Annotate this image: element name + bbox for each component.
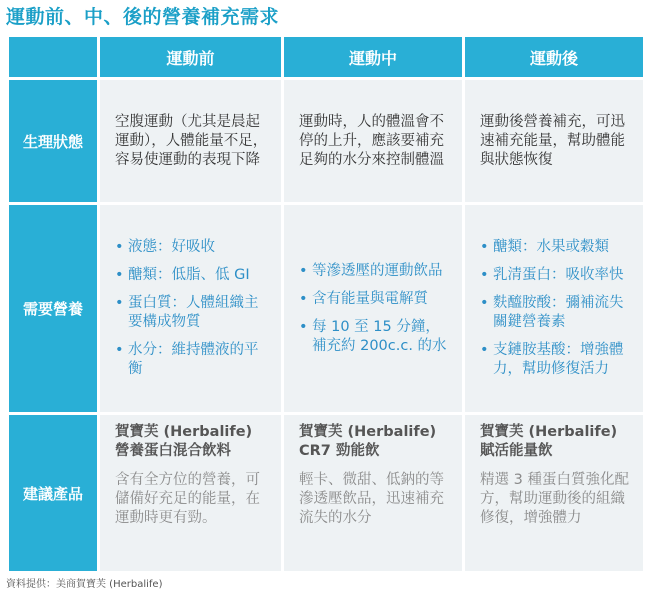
list-item-text: 乳清蛋白：吸收率快 (493, 267, 624, 283)
bullet-icon: • (115, 267, 124, 283)
nutrition-during-cell (284, 205, 462, 412)
list-item-text: 支鏈胺基酸：增強體力，幫助修復活力 (493, 342, 624, 377)
bullet-icon: • (480, 239, 489, 255)
nutrition-after-cell (465, 205, 643, 412)
list-item-text: 蛋白質：人體組織主要構成物質 (128, 295, 259, 330)
source-note: 資料提供：美商賀寶芙 (Herbalife) (6, 579, 163, 590)
bullet-icon: • (480, 267, 489, 283)
product-name: 賀寶芙 (Herbalife) 營養蛋白混合飲料 (115, 424, 253, 459)
list-item (480, 238, 631, 257)
list-item-text: 含有能量與電解質 (312, 290, 428, 307)
bullet-icon: • (115, 342, 124, 358)
nutrition-before-cell (100, 205, 281, 412)
physiology-after-cell: 運動後營養補充，可迅速補充能量，幫助體能與狀態恢復 (465, 80, 643, 202)
list-item (299, 318, 450, 356)
nutrition-after-list (480, 238, 631, 379)
product-description: 精選 3 種蛋白質強化配方，幫助運動後的組織修復，增強體力 (480, 472, 629, 526)
bullet-icon: • (299, 262, 308, 279)
page-title: 運動前、中、後的營養補充需求 (6, 6, 280, 28)
bullet-icon: • (480, 295, 489, 311)
list-item-text: 麩醯胺酸：彌補流失關鍵營養素 (493, 295, 624, 330)
table-corner (9, 37, 97, 77)
product-before-cell (100, 415, 281, 571)
list-item-text: 醣類：水果或穀類 (493, 239, 609, 255)
list-item-text: 液態：好吸收 (128, 239, 215, 255)
list-item (480, 341, 631, 379)
bullet-icon: • (299, 318, 308, 335)
list-item (115, 294, 269, 332)
product-during-cell (284, 415, 462, 571)
column-header-during: 運動中 (284, 37, 462, 77)
list-item-text: 每 10 至 15 分鐘，補充約 200c.c. 的水 (312, 318, 447, 354)
list-item-text: 水分：維持體液的平衡 (128, 342, 259, 377)
product-after-cell (465, 415, 643, 571)
list-item (115, 341, 269, 379)
list-item (299, 290, 450, 309)
column-header-before: 運動前 (100, 37, 281, 77)
list-item-text: 醣類：低脂、低 GI (128, 267, 250, 283)
product-description: 含有全方位的營養，可儲備好充足的能量，在運動時更有勁。 (115, 472, 260, 526)
row-header-products: 建議產品 (9, 415, 97, 571)
table-row (9, 415, 643, 571)
list-item (299, 262, 450, 281)
product-description: 輕卡、微甜、低鈉的等滲透壓飲品，迅速補充流失的水分 (299, 472, 444, 526)
product-name: 賀寶芙 (Herbalife) 賦活能量飲 (480, 424, 618, 459)
bullet-icon: • (299, 290, 308, 307)
list-item (115, 266, 269, 285)
row-header-physiology: 生理狀態 (9, 80, 97, 202)
nutrition-table (6, 34, 646, 574)
column-header-after: 運動後 (465, 37, 643, 77)
table-row (9, 80, 643, 202)
physiology-during-cell: 運動時，人的體溫會不停的上升，應該要補充足夠的水分來控制體溫 (284, 80, 462, 202)
list-item (115, 238, 269, 257)
bullet-icon: • (115, 295, 124, 311)
list-item-text: 等滲透壓的運動飲品 (312, 262, 443, 279)
bullet-icon: • (115, 239, 124, 255)
nutrition-before-list (115, 238, 269, 379)
nutrition-during-list (299, 262, 450, 356)
row-header-nutrition: 需要營養 (9, 205, 97, 412)
table-row (9, 205, 643, 412)
list-item (480, 266, 631, 285)
bullet-icon: • (480, 342, 489, 358)
physiology-before-cell: 空腹運動（尤其是晨起運動），人體能量不足，容易使運動的表現下降 (100, 80, 281, 202)
list-item (480, 294, 631, 332)
product-name: 賀寶芙 (Herbalife) CR7 勁能飲 (299, 424, 437, 459)
